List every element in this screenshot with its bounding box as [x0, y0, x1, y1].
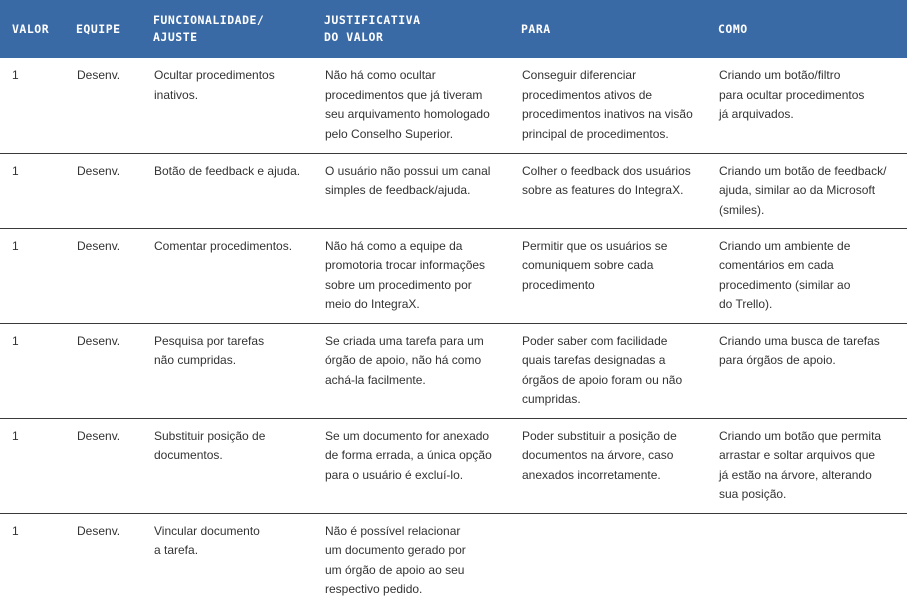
cell-funcionalidade: Pesquisa por tarefas não cumpridas.: [154, 333, 265, 367]
cell-justificativa: Se um documento for anexado de forma errada, a única opção para o usuário é excluí-lo.: [325, 428, 492, 482]
cell-equipe: Desenv.: [77, 163, 121, 178]
cell-equipe: Desenv.: [77, 523, 121, 538]
cell-valor: 1: [12, 238, 19, 253]
cell-justificativa: O usuário não possui um canal simples de feedback/ajuda.: [325, 163, 491, 197]
cell-como: Criando um botão que permita arrastar e soltar arquivos que já estão na árvore, alterando sua posição.: [719, 428, 882, 501]
cell-valor: 1: [12, 163, 19, 178]
cell-como: Criando um botão/filtro para ocultar procedimentos já arquivados.: [719, 68, 865, 121]
table-row: [0, 513, 907, 601]
header-row: [0, 0, 907, 58]
table-header: [0, 0, 907, 58]
header-valor: VALOR: [12, 21, 50, 36]
cell-funcionalidade: Comentar procedimentos.: [154, 238, 293, 253]
cell-para: Colher o feedback dos usuários sobre as features do IntegraX.: [522, 163, 691, 197]
cell-equipe: Desenv.: [77, 238, 121, 253]
table-body: [0, 58, 907, 601]
cell-como: Criando uma busca de tarefas para órgãos de apoio.: [719, 333, 880, 367]
cell-como: Criando um botão de feedback/ ajuda, similar ao da Microsoft (smiles).: [719, 163, 887, 217]
cell-funcionalidade: Botão de feedback e ajuda.: [154, 163, 301, 178]
header-funcionalidade: FUNCIONALIDADE/ AJUSTE: [153, 13, 265, 44]
table-row: [0, 58, 907, 153]
cell-justificativa: Se criada uma tarefa para um órgão de apoio, não há como achá-la facilmente.: [325, 333, 484, 387]
cell-funcionalidade: Ocultar procedimentos inativos.: [154, 68, 275, 102]
header-equipe: EQUIPE: [76, 21, 121, 36]
cell-valor: 1: [12, 333, 19, 348]
cell-equipe: Desenv.: [77, 428, 121, 443]
cell-para: [521, 513, 718, 601]
cell-funcionalidade: Substituir posição de documentos.: [154, 428, 266, 462]
cell-equipe: Desenv.: [77, 68, 121, 82]
header-como: COMO: [718, 21, 748, 36]
cell-para: Conseguir diferenciar procedimentos ativos de procedimentos inativos na visão principal de procedimentos.: [522, 68, 693, 141]
header-para: PARA: [521, 21, 551, 36]
cell-valor: 1: [12, 523, 19, 538]
cell-justificativa: Não é possível relacionar um documento gerado por um órgão de apoio ao seu respectivo pedido.: [325, 523, 466, 596]
cell-como: Criando um ambiente de comentários em cada procedimento (similar ao do Trello).: [719, 238, 851, 311]
cell-para: Poder saber com facilidade quais tarefas designadas a órgãos de apoio foram ou não cumpridas.: [522, 333, 683, 406]
header-justificativa: JUSTIFICATIVA DO VALOR: [324, 13, 421, 44]
table-row: [0, 323, 907, 418]
cell-para: Permitir que os usuários se comuniquem sobre cada procedimento: [522, 238, 668, 292]
table-row: [0, 418, 907, 513]
cell-justificativa: Não há como ocultar procedimentos que já tiveram seu arquivamento homologado pelo Conselho Superior.: [325, 68, 490, 141]
cell-funcionalidade: Vincular documento a tarefa.: [154, 523, 260, 557]
cell-equipe: Desenv.: [77, 333, 121, 348]
table-row: [0, 153, 907, 228]
table-row: [0, 228, 907, 323]
cell-valor: 1: [12, 68, 19, 82]
cell-para: Poder substituir a posição de documentos na árvore, caso anexados incorretamente.: [522, 428, 677, 482]
cell-justificativa: Não há como a equipe da promotoria trocar informações sobre um procedimento por meio do IntegraX.: [325, 238, 486, 311]
cell-como: [718, 513, 907, 601]
cell-valor: 1: [12, 428, 19, 443]
